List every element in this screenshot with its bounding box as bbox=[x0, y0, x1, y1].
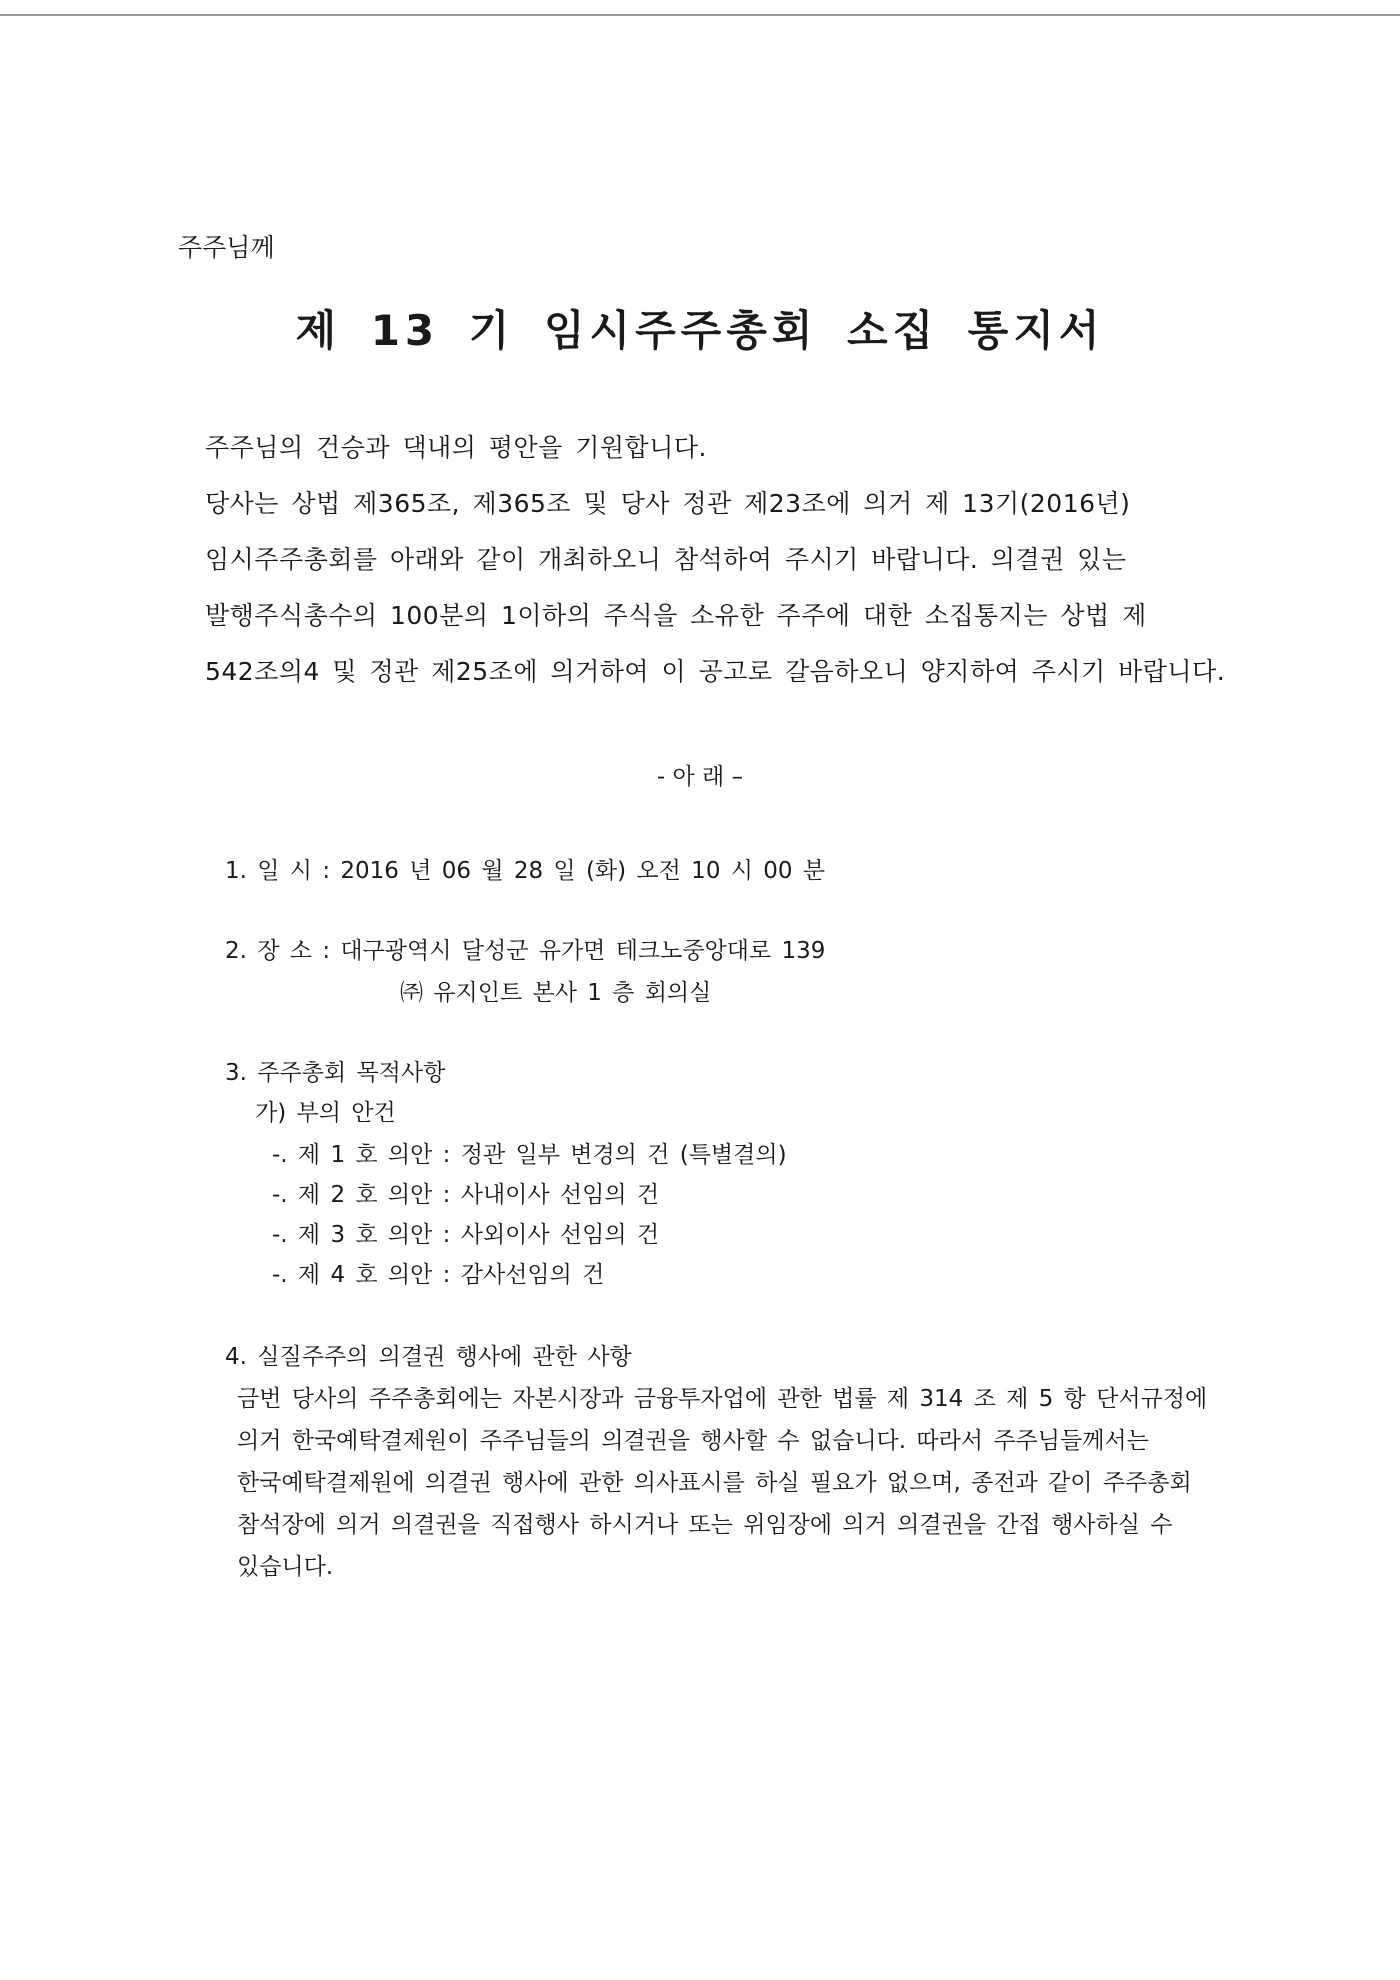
salutation: 주주님께 bbox=[178, 233, 275, 262]
intro-line: 발행주식총수의 100분의 1이하의 주식을 소유한 주주에 대한 소집통지는 상법 제 bbox=[205, 601, 1147, 630]
voting-line: 한국예탁결제원에 의결권 행사에 관한 의사표시를 하실 필요가 없으며, 종전과 같이 주주총회 bbox=[237, 1470, 1192, 1496]
meeting-date: 1. 일 시 : 2016 년 06 월 28 일 (화) 오전 10 시 00 분 bbox=[225, 858, 826, 884]
intro-line: 주주님의 건승과 댁내의 평안을 기원합니다. bbox=[205, 433, 707, 462]
voting-line: 금번 당사의 주주총회에는 자본시장과 금융투자업에 관한 법률 제 314 조 제 5 항 단서규정에 bbox=[237, 1386, 1208, 1412]
intro-line: 임시주주총회를 아래와 같이 개최하오니 참석하여 주시기 바랍니다. 의결권 있는 bbox=[205, 545, 1127, 574]
meeting-place: 2. 장 소 : 대구광역시 달성군 유가면 테크노중앙대로 139 bbox=[225, 938, 826, 964]
intro-line: 당사는 상법 제365조, 제365조 및 당사 정관 제23조에 의거 제 13기(2016년) bbox=[205, 489, 1131, 518]
agenda-item: -. 제 1 호 의안 : 정관 일부 변경의 건 (특별결의) bbox=[272, 1142, 787, 1168]
agenda-subheading: 가) 부의 안건 bbox=[255, 1100, 396, 1126]
agenda-item: -. 제 4 호 의안 : 감사선임의 건 bbox=[272, 1262, 605, 1288]
voting-heading: 4. 실질주주의 의결권 행사에 관한 사항 bbox=[225, 1344, 632, 1370]
agenda-item: -. 제 2 호 의안 : 사내이사 선임의 건 bbox=[272, 1182, 660, 1208]
are-heading: - 아 래 – bbox=[656, 764, 744, 790]
voting-line: 참석장에 의거 의결권을 직접행사 하시거나 또는 위임장에 의거 의결권을 간접 행사하실 수 bbox=[237, 1512, 1173, 1538]
meeting-place-detail: ㈜ 유지인트 본사 1 층 회의실 bbox=[400, 980, 712, 1006]
agenda-item: -. 제 3 호 의안 : 사외이사 선임의 건 bbox=[272, 1222, 660, 1248]
voting-line: 있습니다. bbox=[237, 1554, 334, 1580]
intro-line: 542조의4 및 정관 제25조에 의거하여 이 공고로 갈음하오니 양지하여 주시기 바랍니다. bbox=[205, 657, 1226, 686]
document-title: 제 13 기 임시주주총회 소집 통지서 bbox=[295, 306, 1105, 355]
agenda-heading: 3. 주주총회 목적사항 bbox=[225, 1060, 446, 1086]
voting-line: 의거 한국예탁결제원이 주주님들의 의결권을 행사할 수 없습니다. 따라서 주주님들께서는 bbox=[237, 1428, 1149, 1454]
